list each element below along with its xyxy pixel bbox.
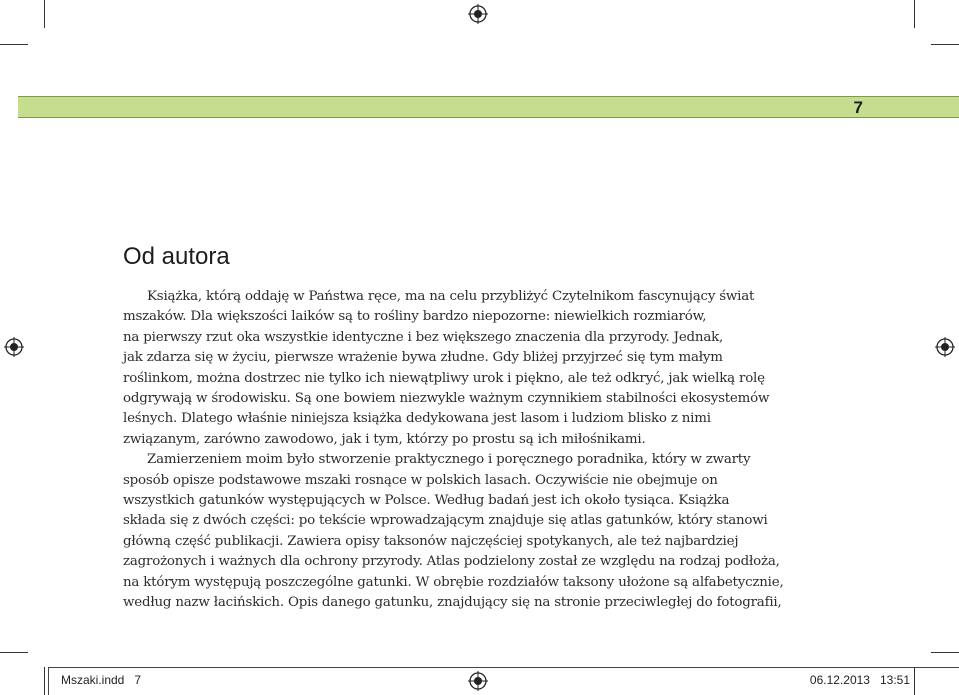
paragraph-line: wszystkich gatunków występujących w Polsce. Według badań jest ich około tysiąca. Książka — [123, 493, 730, 509]
paragraph-line: na pierwszy rzut oka wszystkie identyczne i bez większego znaczenia dla przyrody. Jednak, — [123, 329, 724, 345]
header-bar — [18, 96, 959, 118]
footer-file-label: Mszaki.indd 7 — [61, 673, 142, 687]
paragraph-line: jak zdarza się w życiu, pierwsze wrażenie bywa złudne. Gdy bliżej przyjrzeć się tym małym — [123, 350, 723, 366]
paragraph-line: Książka, którą oddaję w Państwa ręce, ma na celu przybliżyć Czytelnikom fascynujący świat — [147, 289, 755, 304]
paragraph-line: główną część publikacji. Zawiera opisy taksonów najczęściej spotykanych, ale też najbardziej — [123, 533, 739, 549]
registration-mark-right-icon — [935, 337, 955, 357]
paragraph-line: według nazw łacińskich. Opis danego gatunku, znajdujący się na stronie przeciwległej do fotografii, — [123, 595, 782, 611]
chapter-heading: Od autora — [123, 243, 230, 270]
paragraph-line: Zamierzeniem moim było stworzenie praktycznego i poręcznego poradnika, który w zwarty — [147, 452, 751, 468]
crop-mark-top-right — [914, 0, 915, 28]
crop-mark-bottom-left — [44, 667, 45, 695]
paragraph-line: roślinkom, można dostrzec nie tylko ich niewątpliwy urok i piękno, ale też odkryć, jak wielką rolę — [123, 370, 765, 386]
paragraph-line: związanym, zarówno zawodowo, jak i tym, którzy po prostu są ich miłośnikami. — [123, 431, 646, 447]
registration-mark-left-icon — [4, 337, 24, 357]
paragraph-line: na którym występują poszczególne gatunki. W obrębie rozdziałów taksony ułożone są alfabetycznie, — [123, 574, 784, 590]
paragraph-line: leśnych. Dlatego właśnie niniejsza książka dedykowana jest lasom i ludziom blisko z nimi — [123, 411, 711, 427]
crop-mark-top-left-horizontal — [0, 44, 28, 45]
paragraph-line: odgrywają w środowisku. Są one bowiem niezwykle ważnym czynnikiem stabilności ekosystemów — [123, 391, 770, 407]
paragraph-line: składa się z dwóch części: po tekście wprowadzającym znajduje się atlas gatunków, który stanowi — [123, 513, 768, 529]
paragraph-line: sposób opisze podstawowe mszaki rosnące w polskich lasach. Oczywiście nie obejmuje on — [123, 472, 718, 488]
body-text — [123, 287, 839, 614]
crop-mark-top-right-horizontal — [931, 44, 959, 45]
crop-mark-bottom-right-horizontal — [931, 652, 959, 653]
crop-mark-top-left — [44, 0, 45, 28]
paragraph-line: mszaków. Dla większości laików są to rośliny bardzo niepozorne: niewielkich rozmiarów, — [123, 309, 707, 325]
page-number: 7 — [853, 98, 863, 117]
footer-timestamp: 06.12.2013 13:51 — [809, 673, 910, 687]
paragraph-line: zagrożonych i ważnych dla ochrony przyrody. Atlas podzielony został ze względu na rodzaj podłoża, — [123, 554, 780, 570]
registration-mark-top-icon — [468, 4, 488, 24]
crop-mark-bottom-left-horizontal — [0, 652, 28, 653]
